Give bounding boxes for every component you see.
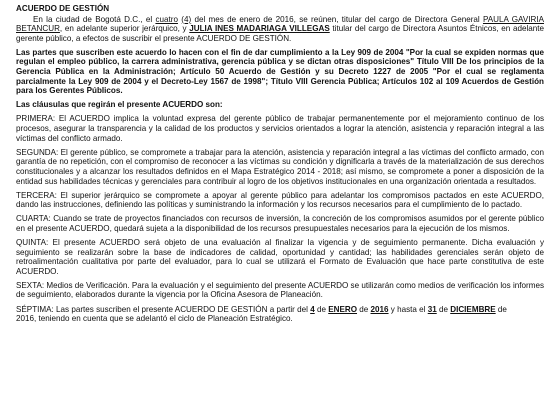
septima-text-7: 2016, teniendo en cuenta que se adelantó el ciclo de Planeación Estratégico. bbox=[16, 314, 293, 324]
clause-sexta: SEXTA: Medios de Verificación. Para la evaluación y el seguimiento del presente ACUERDO se utilizarán como medios de verificación los informes de seguimiento, elaborados durante la vigencia por la Oficina Asesora de Planeación. bbox=[16, 280, 544, 300]
septima-text-5: de bbox=[436, 304, 451, 314]
intro-text-1: En la ciudad de Bogotá D.C., el bbox=[33, 14, 156, 24]
septima-text-4: y hasta el bbox=[388, 304, 428, 314]
intro-text-4: , en adelante superior jerárquico, y bbox=[59, 24, 190, 34]
intro-text-3: del mes de enero de 2016, se reúnen, titular del cargo de Directora General bbox=[191, 14, 483, 24]
start-year: 2016 bbox=[370, 304, 389, 314]
start-day: 4 bbox=[310, 304, 315, 314]
septima-text-3: de bbox=[357, 304, 371, 314]
clause-cuarta: CUARTA: Cuando se trate de proyectos financiados con recursos de inversión, la concreción de los compromisos asumidos por el gerente público en el presente ACUERDO, quedará sujeta a la disponibilidad de los recursos presupuestales necesarios para la ejecución de los mismos. bbox=[16, 214, 544, 233]
clause-segunda: SEGUNDA: El gerente público, se compromete a trabajar para la atención, asistencia y reparación integral a las víctimas del conflicto armado, con garantía de no repetición, con el compromiso de reconocer a las víctimas su condición y dignificarla a través de la materialización de sus derechos constitucionales y a alcanzar los resultados definidos en el Mapa Estratégico 2014 - 2018; así mismo, se compromete a poner a disposición de la entidad sus habilidades técnicas y gerenciales para contribuir al logro de los objetivos institucionales en una organización orientada a resultados. bbox=[16, 147, 544, 186]
intro-paragraph bbox=[16, 15, 544, 44]
end-day: 31 bbox=[427, 304, 437, 314]
clause-septima bbox=[16, 305, 544, 324]
clause-primera: PRIMERA: El ACUERDO implica la voluntad expresa del gerente público de trabajar permanentemente por el mejoramiento continuo de los procesos, asegurar la transparencia y la calidad de los productos y servicios orientados a lograr la atención, asistencia y reparación integral a las víctimas del conflicto armado. bbox=[16, 114, 544, 143]
manager-name: JULIA INES MADARIAGA VILLEGAS bbox=[189, 24, 330, 34]
clauses-heading: Las cláusulas que regirán el presente ACUERDO son: bbox=[16, 100, 223, 110]
clause-tercera: TERCERA: El superior jerárquico se compromete a apoyar al gerente público para adelantar los compromisos pactados en este ACUERDO, dando las instrucciones, definiendo las políticas y suministrando la información y los recursos necesarios para el cumplimiento de lo pactado. bbox=[16, 190, 544, 210]
start-month: ENERO bbox=[328, 304, 358, 314]
day-word: cuatro bbox=[155, 14, 178, 24]
end-month: DICIEMBRE bbox=[450, 304, 496, 314]
day-number: (4) bbox=[181, 14, 192, 24]
director-name: PAULA GAVIRIA BETANCUR bbox=[16, 14, 544, 34]
clause-quinta: QUINTA: El presente ACUERDO será objeto de una evaluación al finalizar la vigencia y de seguimiento permanente. Dicha evaluación y seguimiento se realizarán sobre la base de indicadores de calidad, oportunidad y cantidad; las habilidades gerenciales serán objeto de retroalimentación cualitativa por parte del evaluador, para lo cual se utilizará el Formato de Evaluación que hace parte constitutiva de este ACUERDO. bbox=[16, 237, 544, 276]
septima-text-1: SÉPTIMA: Las partes suscriben el presente ACUERDO DE GESTIÓN a partir del bbox=[16, 304, 311, 314]
intro-text-5: titular del cargo de Directora Asuntos Étnicos, en adelante gerente público, a efectos de suscribir el presente ACUERDO DE GESTIÓN. bbox=[16, 24, 544, 43]
septima-text-2: de bbox=[314, 304, 329, 314]
document-title: ACUERDO DE GESTIÓN bbox=[16, 4, 110, 13]
legal-basis-paragraph: Las partes que suscriben este acuerdo lo hacen con el fin de dar cumplimiento a la Ley 909 de 2004 "Por la cual se expiden normas que regulan el empleo público, la carrera administrativa, gerencia pública y se dictan otras disposiciones" Título VIII De los principios de la Gerencia Pública en la Administración; Artículo 50 Acuerdo de Gestión y su Decreto 1227 de 2005 "Por el cual se reglamenta parcialmente la Ley 909 de 2004 y el Decreto-Ley 1567 de 1998"; Título VIII Gerencia Pública; Artículos 102 al 109 Acuerdos de Gestión para los Gerentes Públicos. bbox=[16, 47, 544, 96]
septima-text-6: de bbox=[495, 304, 507, 314]
